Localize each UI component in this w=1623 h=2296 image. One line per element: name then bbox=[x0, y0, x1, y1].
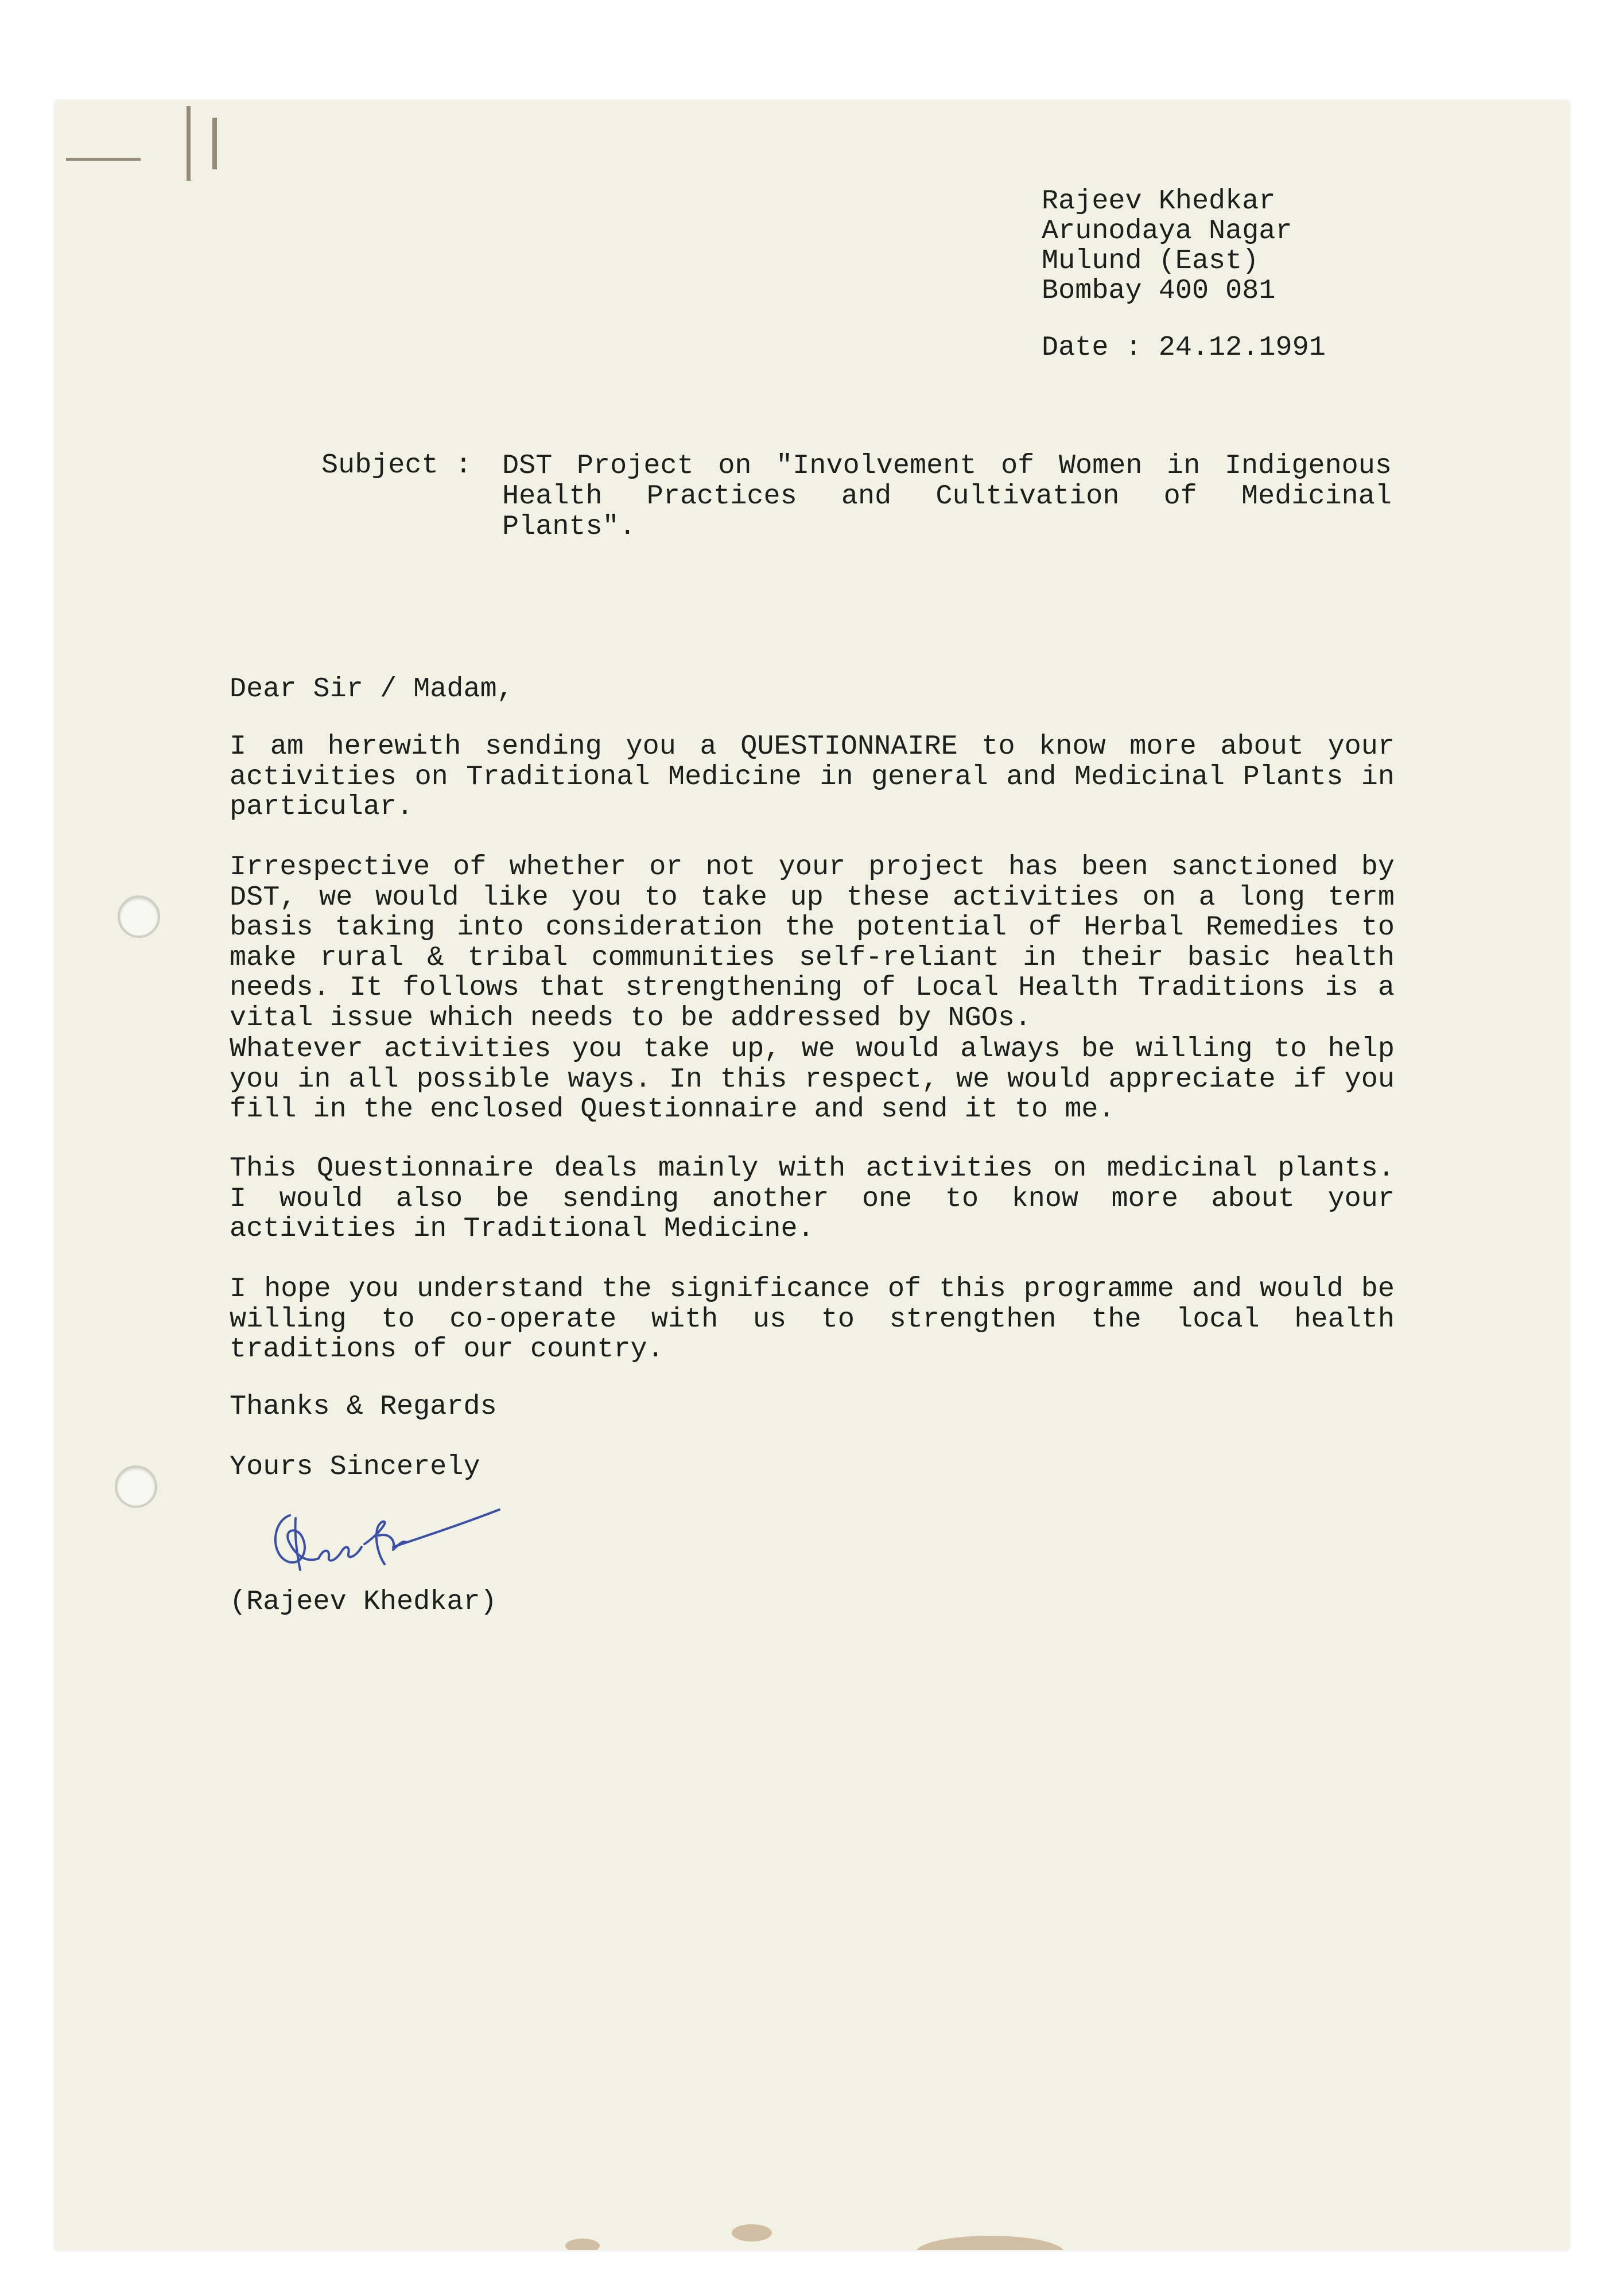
punch-hole bbox=[118, 895, 160, 938]
stain bbox=[915, 2236, 1065, 2250]
subject-label: Subject : bbox=[321, 449, 472, 481]
body-paragraph: I hope you understand the significance of this programme and would be willing to co-operate with us to strengthen the local health traditions of our country. bbox=[230, 1273, 1395, 1365]
sender-name: Rajeev Khedkar bbox=[1042, 185, 1276, 217]
stain bbox=[565, 2239, 600, 2250]
salutation: Dear Sir / Madam, bbox=[230, 673, 514, 705]
date-line bbox=[1042, 333, 1326, 363]
sender-address-line: Mulund (East) bbox=[1042, 245, 1259, 277]
closing-thanks: Thanks & Regards bbox=[230, 1391, 497, 1422]
tear-mark bbox=[66, 158, 141, 161]
body-paragraph: Irrespective of whether or not your project has been sanctioned by DST, we would like you to take up these activities on a long term basis taking into consideration the potential of Herbal Remedies to make rural & tribal communities self-reliant in their basic health needs. It follows that strengthening of Local Health Traditions is a vital issue which needs to be addressed by NGOs. bbox=[230, 851, 1395, 1034]
body-paragraph: I am herewith sending you a QUESTIONNAIRE to know more about your activities on Traditional Medicine in general and Medicinal Plants in particular. bbox=[230, 731, 1395, 823]
subject-text: DST Project on "Involvement of Women in Indigenous Health Practices and Cultivation of Medicinal Plants". bbox=[502, 450, 1392, 542]
sender-address-line: Arunodaya Nagar bbox=[1042, 215, 1292, 247]
body-paragraph: This Questionnaire deals mainly with activities on medicinal plants. I would also be sending another one to know more about your activities in Traditional Medicine. bbox=[230, 1153, 1395, 1244]
date-label: Date : bbox=[1042, 332, 1142, 363]
signature bbox=[255, 1490, 508, 1581]
punch-hole bbox=[115, 1465, 157, 1508]
body-paragraph: Whatever activities you take up, we would always be willing to help you in all possible ways. In this respect, we would appreciate if you fill in the enclosed Questionnaire and send it to me. bbox=[230, 1033, 1395, 1125]
staple-mark bbox=[187, 106, 191, 181]
stain bbox=[732, 2224, 772, 2241]
sender-address-line: Bombay 400 081 bbox=[1042, 275, 1276, 307]
closing-yours: Yours Sincerely bbox=[230, 1451, 480, 1483]
staple-mark bbox=[212, 118, 217, 169]
date-value: 24.12.1991 bbox=[1158, 332, 1326, 363]
sender-address bbox=[1042, 187, 1292, 306]
signed-name: (Rajeev Khedkar) bbox=[230, 1586, 497, 1618]
letter-page bbox=[55, 100, 1570, 2250]
